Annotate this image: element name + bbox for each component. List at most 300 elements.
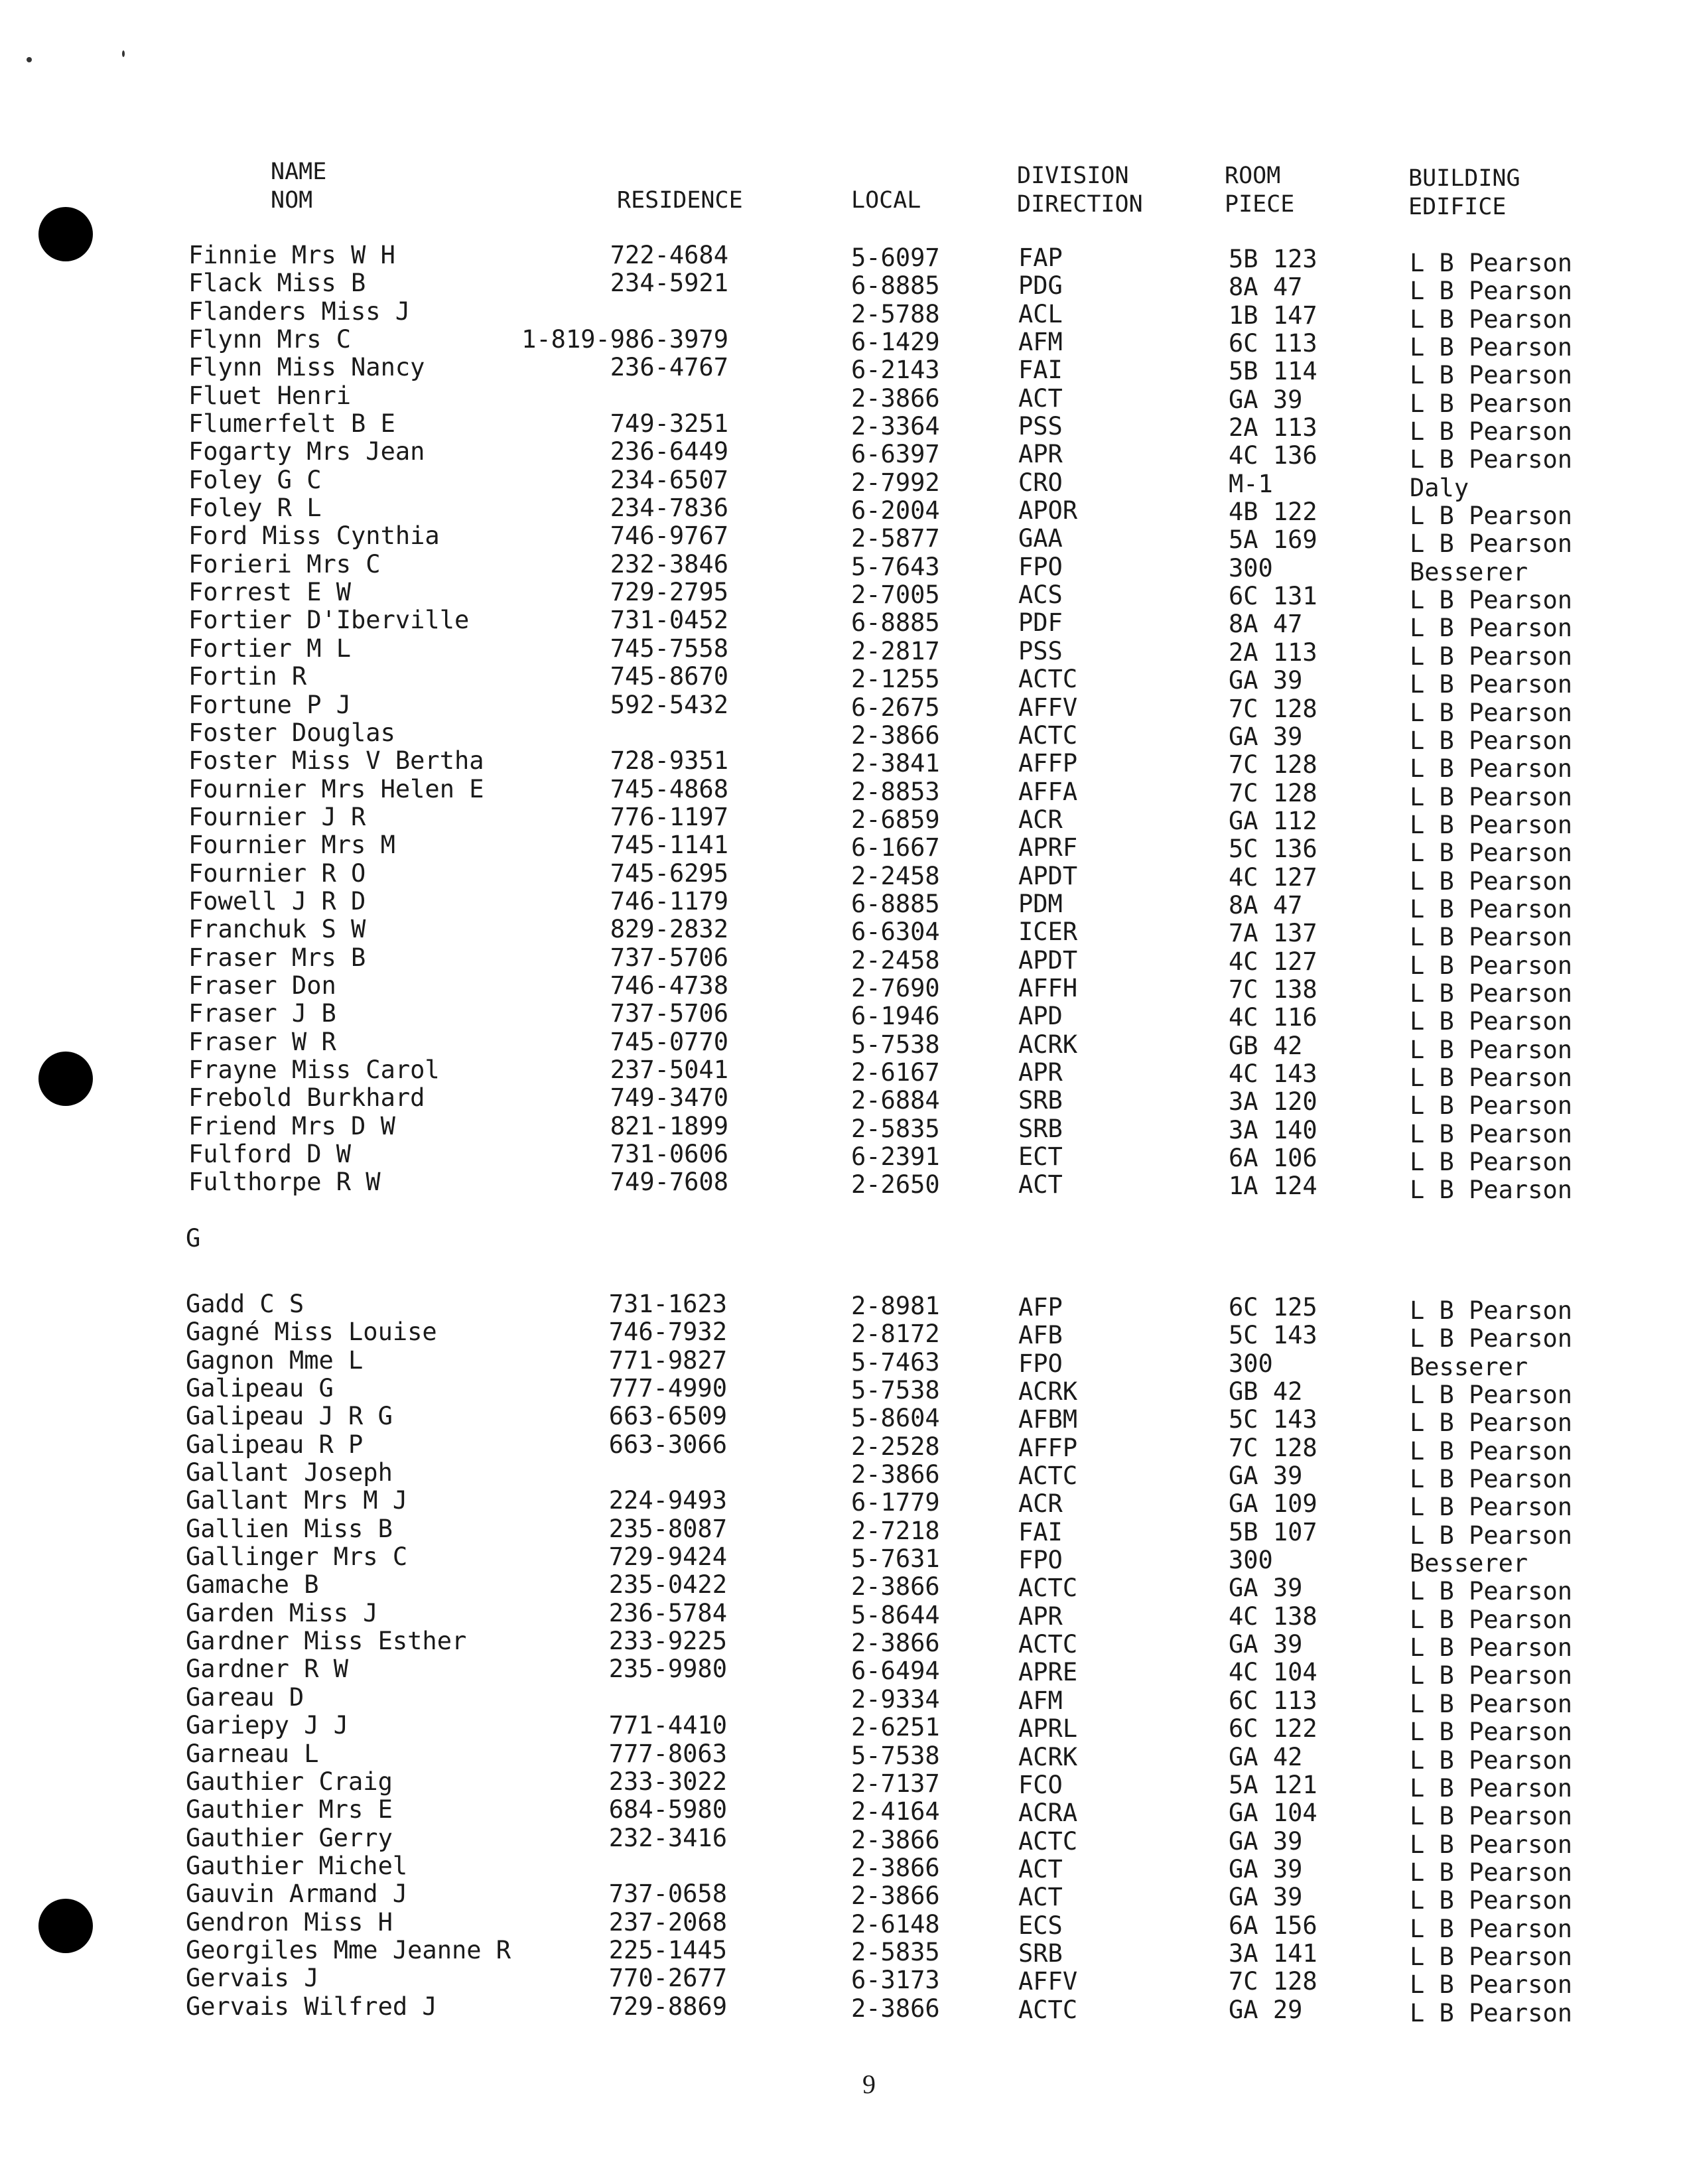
entry-residence — [521, 382, 728, 410]
entry-local: 2-7137 — [851, 1769, 940, 1798]
entry-residence: 225-1445 — [608, 1935, 727, 1964]
entry-name: Fournier J R — [188, 802, 366, 831]
binder-hole-middle — [38, 1052, 93, 1106]
entry-name: Fulford D W — [188, 1140, 352, 1168]
entry-name: Gagné Miss Louise — [186, 1318, 437, 1347]
entry-residence: 234-6507 — [610, 465, 728, 494]
entry-local: 5-8604 — [851, 1404, 940, 1433]
f-building-column — [1410, 249, 1572, 1205]
entry-division: ACTC — [1018, 1462, 1078, 1491]
entry-room: 6A 106 — [1229, 1144, 1317, 1172]
entry-residence: 745-6295 — [610, 858, 728, 888]
entry-name: Gervais Wilfred J — [186, 1992, 437, 2021]
g-building-column — [1410, 1297, 1572, 2027]
entry-division: APR — [1018, 1602, 1063, 1631]
scan-speck — [27, 57, 32, 62]
entry-room: GA 39 — [1229, 1574, 1303, 1603]
entry-local: 6-8885 — [851, 608, 940, 638]
entry-division: APRF — [1018, 833, 1078, 862]
entry-room: 4C 127 — [1229, 862, 1317, 892]
entry-local: 5-7631 — [851, 1544, 940, 1574]
g-name-column — [186, 1290, 511, 2021]
entry-local: 2-4164 — [851, 1797, 940, 1826]
entry-local: 2-3364 — [851, 412, 940, 441]
header-residence — [617, 186, 743, 215]
entry-local: 2-6884 — [851, 1086, 940, 1115]
entry-name: Fluet Henri — [188, 381, 352, 410]
entry-division: FPO — [1018, 552, 1063, 581]
entry-building: L B Pearson — [1410, 1465, 1573, 1494]
entry-division: AFFH — [1018, 973, 1078, 1002]
entry-local: 2-7690 — [851, 973, 940, 1002]
entry-name: Georgiles Mme Jeanne R — [186, 1935, 511, 1964]
entry-building: L B Pearson — [1410, 1718, 1573, 1747]
entry-name: Fraser Don — [188, 971, 336, 1000]
entry-building: L B Pearson — [1410, 951, 1573, 980]
entry-division: FAI — [1018, 356, 1063, 385]
entry-room: GA 39 — [1229, 1883, 1303, 1912]
entry-name: Frayne Miss Carol — [188, 1055, 440, 1084]
header-building-en: BUILDING — [1408, 165, 1520, 192]
entry-building: L B Pearson — [1410, 670, 1573, 699]
entry-building: L B Pearson — [1410, 389, 1573, 418]
entry-division: APDT — [1018, 861, 1078, 890]
entry-room: GA 109 — [1229, 1489, 1317, 1519]
entry-residence — [609, 1459, 727, 1487]
entry-room: 7C 128 — [1229, 1967, 1317, 1996]
entry-residence — [521, 719, 728, 747]
entry-residence: 746-4738 — [610, 971, 728, 1000]
entry-local: 2-2817 — [851, 636, 940, 665]
entry-building: L B Pearson — [1410, 782, 1573, 811]
entry-division: APR — [1018, 1058, 1063, 1087]
entry-local: 2-7992 — [851, 468, 940, 497]
entry-residence — [609, 1684, 727, 1712]
entry-name: Gariepy J J — [186, 1711, 349, 1740]
entry-local: 2-1255 — [851, 665, 940, 694]
entry-residence: 749-3251 — [610, 409, 728, 439]
entry-local: 2-3866 — [851, 1460, 940, 1489]
entry-division: AFFV — [1018, 1967, 1078, 1996]
entry-room: GA 104 — [1229, 1799, 1317, 1828]
entry-residence: 232-3846 — [610, 549, 728, 579]
entry-residence: 746-1179 — [610, 886, 728, 916]
entry-division: APRE — [1018, 1658, 1078, 1687]
entry-residence: 777-4990 — [608, 1374, 727, 1403]
header-division-en: DIVISION — [1017, 163, 1129, 189]
entry-building: L B Pearson — [1410, 1942, 1573, 1971]
entry-name: Flynn Miss Nancy — [188, 353, 425, 382]
entry-residence: 776-1197 — [610, 802, 728, 831]
entry-division: PDM — [1018, 889, 1063, 918]
entry-building: L B Pearson — [1410, 1063, 1573, 1092]
entry-building: L B Pearson — [1410, 979, 1573, 1008]
entry-local: 6-1946 — [851, 1002, 940, 1031]
entry-local: 2-3866 — [851, 720, 940, 750]
entry-building: L B Pearson — [1410, 642, 1573, 671]
entry-local: 5-7538 — [851, 1741, 940, 1770]
entry-local: 2-3866 — [851, 1853, 940, 1882]
entry-residence: 1-819-986-3979 — [521, 325, 728, 354]
entry-division: ECS — [1018, 1911, 1063, 1940]
entry-division: FAI — [1018, 1517, 1063, 1546]
entry-division: ACTC — [1018, 1574, 1078, 1603]
entry-room: GA 39 — [1229, 1826, 1303, 1856]
g-division-column — [1018, 1294, 1077, 2024]
entry-name: Fortier D'Iberville — [188, 606, 470, 635]
entry-residence: 745-7558 — [610, 634, 728, 663]
entry-building: L B Pearson — [1410, 1689, 1573, 1718]
entry-room: 8A 47 — [1229, 890, 1303, 920]
entry-building: L B Pearson — [1410, 1858, 1573, 1887]
entry-room: 5C 136 — [1229, 835, 1317, 864]
entry-local: 2-3841 — [851, 749, 940, 778]
entry-room: 7C 128 — [1229, 1433, 1317, 1462]
entry-local: 2-5788 — [851, 299, 940, 328]
entry-local: 2-7218 — [851, 1516, 940, 1545]
g-room-column — [1229, 1294, 1317, 2024]
entry-room: 6C 113 — [1229, 1686, 1317, 1715]
entry-name: Fournier Mrs Helen E — [188, 774, 484, 803]
f-name-column — [188, 241, 484, 1197]
entry-room: 6C 113 — [1229, 329, 1317, 358]
entry-residence: 745-0770 — [610, 1027, 728, 1056]
entry-building: L B Pearson — [1410, 586, 1573, 615]
entry-local: 2-9334 — [851, 1684, 940, 1714]
header-division-fr: DIRECTION — [1017, 191, 1143, 218]
entry-local: 2-8853 — [851, 777, 940, 806]
entry-local: 2-3866 — [851, 1825, 940, 1854]
entry-building: L B Pearson — [1410, 726, 1573, 755]
entry-local: 6-2391 — [851, 1142, 940, 1171]
entry-name: Fogarty Mrs Jean — [188, 437, 425, 466]
entry-local: 2-8172 — [851, 1320, 940, 1349]
entry-building: L B Pearson — [1410, 1802, 1573, 1831]
entry-division: APR — [1018, 440, 1063, 469]
entry-residence: 821-1899 — [610, 1111, 728, 1140]
entry-building: L B Pearson — [1410, 1605, 1573, 1634]
entry-building: L B Pearson — [1410, 1521, 1573, 1550]
entry-residence: 771-4410 — [608, 1711, 727, 1740]
entry-division: AFM — [1018, 1686, 1063, 1715]
entry-residence: 233-9225 — [608, 1627, 727, 1656]
entry-residence: 745-1141 — [610, 831, 728, 860]
entry-building: L B Pearson — [1410, 1886, 1573, 1915]
entry-building: L B Pearson — [1410, 305, 1573, 334]
entry-residence: 729-2795 — [610, 578, 728, 607]
entry-division: ACRA — [1018, 1799, 1078, 1828]
entry-name: Fortier M L — [188, 634, 352, 663]
entry-room: 5C 143 — [1229, 1405, 1317, 1434]
entry-name: Gallien Miss B — [186, 1514, 393, 1543]
entry-name: Forrest E W — [188, 578, 352, 607]
entry-building: L B Pearson — [1410, 810, 1573, 839]
entry-building: L B Pearson — [1410, 277, 1573, 306]
entry-division: FPO — [1018, 1546, 1063, 1575]
entry-building: L B Pearson — [1410, 333, 1573, 362]
entry-residence: 235-8087 — [608, 1514, 727, 1543]
entry-residence: 234-5921 — [610, 269, 728, 298]
entry-name: Gauvin Armand J — [186, 1879, 408, 1909]
entry-building: L B Pearson — [1410, 1324, 1573, 1353]
entry-room: 3A 120 — [1229, 1087, 1317, 1117]
entry-division: ACTC — [1018, 720, 1078, 750]
entry-local: 2-2458 — [851, 945, 940, 975]
entry-residence: 745-8670 — [610, 662, 728, 691]
entry-building: L B Pearson — [1410, 614, 1573, 643]
entry-building: L B Pearson — [1410, 502, 1573, 531]
entry-building: L B Pearson — [1410, 249, 1573, 277]
entry-name: Franchuk S W — [188, 915, 366, 944]
entry-local: 6-6397 — [851, 440, 940, 469]
entry-name: Foster Douglas — [188, 718, 395, 747]
entry-division: SRB — [1018, 1114, 1063, 1143]
entry-residence — [521, 298, 728, 326]
entry-local: 6-6494 — [851, 1657, 940, 1686]
entry-local: 2-6251 — [851, 1713, 940, 1742]
header-local — [851, 186, 921, 215]
entry-local: 6-1779 — [851, 1488, 940, 1517]
entry-residence: 592-5432 — [610, 690, 728, 719]
entry-name: Ford Miss Cynthia — [188, 521, 440, 551]
entry-room: 2A 113 — [1229, 413, 1317, 443]
entry-room: 2A 113 — [1229, 638, 1317, 667]
entry-name: Foley R L — [188, 494, 322, 523]
entry-residence: 770-2677 — [608, 1964, 727, 1993]
f-division-column — [1018, 244, 1077, 1199]
entry-name: Fowell J R D — [188, 886, 366, 916]
f-local-column — [851, 244, 940, 1199]
entry-local: 2-3866 — [851, 1629, 940, 1658]
entry-room: 4C 138 — [1229, 1602, 1317, 1631]
entry-room: GB 42 — [1229, 1377, 1303, 1406]
entry-local: 5-6097 — [851, 243, 940, 272]
entry-room: 7C 128 — [1229, 694, 1317, 723]
entry-local: 6-8885 — [851, 271, 940, 301]
entry-room: GA 39 — [1229, 1854, 1303, 1883]
entry-building: L B Pearson — [1410, 1830, 1573, 1859]
entry-division: ACR — [1018, 805, 1063, 834]
entry-local: 2-6167 — [851, 1058, 940, 1087]
entry-building: L B Pearson — [1410, 1176, 1573, 1205]
entry-division: GAA — [1018, 524, 1063, 553]
entry-division: AFFP — [1018, 749, 1078, 778]
entry-division: APOR — [1018, 496, 1078, 525]
entry-residence: 731-0452 — [610, 606, 728, 635]
entry-residence: 737-5706 — [610, 999, 728, 1028]
f-residence-column — [521, 241, 728, 1197]
entry-name: Flumerfelt B E — [188, 409, 395, 439]
entry-name: Galipeau J R G — [186, 1402, 393, 1431]
entry-room: 4C 136 — [1229, 441, 1317, 470]
entry-room: 7C 138 — [1229, 975, 1317, 1004]
entry-name: Gauthier Craig — [186, 1767, 393, 1796]
binder-hole-bottom — [38, 1899, 93, 1953]
entry-division: AFBM — [1018, 1405, 1078, 1434]
header-room-en: ROOM — [1225, 163, 1281, 189]
entry-division: ACTC — [1018, 1995, 1078, 2024]
entry-residence — [609, 1852, 727, 1880]
entry-local: 2-5835 — [851, 1114, 940, 1143]
entry-division: FAP — [1018, 243, 1063, 272]
entry-name: Gagnon Mme L — [186, 1345, 364, 1375]
entry-name: Flanders Miss J — [188, 297, 411, 326]
entry-division: ACL — [1018, 299, 1063, 328]
entry-building: Besserer — [1410, 1549, 1528, 1578]
entry-division: ACS — [1018, 580, 1063, 610]
entry-name: Fraser J B — [188, 999, 336, 1028]
entry-residence: 233-3022 — [608, 1767, 727, 1796]
entry-name: Fulthorpe R W — [188, 1168, 381, 1197]
entry-room: 5A 169 — [1229, 525, 1317, 555]
entry-residence: 771-9827 — [608, 1345, 727, 1375]
entry-room: GA 39 — [1229, 666, 1303, 695]
entry-residence: 236-5784 — [608, 1598, 727, 1627]
entry-residence: 731-1623 — [608, 1290, 727, 1318]
entry-residence: 737-0658 — [608, 1879, 727, 1909]
entry-room: 300 — [1229, 1349, 1273, 1378]
entry-local: 6-1429 — [851, 328, 940, 357]
entry-name: Foley G C — [188, 465, 322, 494]
entry-building: L B Pearson — [1410, 1035, 1573, 1064]
entry-local: 6-2004 — [851, 496, 940, 525]
entry-room: 6A 156 — [1229, 1911, 1317, 1940]
entry-local: 2-2528 — [851, 1432, 940, 1461]
entry-building: L B Pearson — [1410, 361, 1573, 390]
entry-division: AFFV — [1018, 693, 1078, 722]
entry-residence: 737-5706 — [610, 943, 728, 972]
entry-division: ACTC — [1018, 665, 1078, 694]
entry-room: GA 42 — [1229, 1742, 1303, 1771]
entry-residence: 746-9767 — [610, 521, 728, 551]
entry-local: 5-8644 — [851, 1600, 940, 1629]
entry-local: 2-5835 — [851, 1937, 940, 1966]
entry-local: 6-8885 — [851, 889, 940, 918]
entry-building: L B Pearson — [1410, 866, 1573, 896]
entry-local: 6-2143 — [851, 356, 940, 385]
entry-name: Fortune P J — [188, 690, 352, 719]
entry-division: ACRK — [1018, 1742, 1078, 1771]
scan-speck — [122, 50, 125, 57]
entry-residence: 236-4767 — [610, 353, 728, 382]
entry-name: Fraser W R — [188, 1027, 336, 1056]
entry-residence: 722-4684 — [610, 241, 728, 269]
entry-division: SRB — [1018, 1086, 1063, 1115]
entry-local: 6-6304 — [851, 918, 940, 947]
f-room-column — [1229, 245, 1317, 1201]
entry-division: FCO — [1018, 1770, 1063, 1799]
entry-local: 5-7643 — [851, 552, 940, 581]
entry-name: Flack Miss B — [188, 269, 366, 298]
entry-name: Frebold Burkhard — [188, 1083, 425, 1113]
entry-local: 2-3866 — [851, 1994, 940, 2023]
entry-division: ACRK — [1018, 1377, 1078, 1406]
entry-residence: 745-4868 — [610, 774, 728, 803]
entry-room: 300 — [1229, 553, 1273, 582]
entry-room: GA 39 — [1229, 1630, 1303, 1659]
entry-residence: 236-6449 — [610, 437, 728, 466]
entry-building: L B Pearson — [1410, 839, 1573, 868]
entry-room: 8A 47 — [1229, 273, 1303, 302]
g-local-column — [851, 1292, 940, 2023]
entry-room: 4C 127 — [1229, 947, 1317, 976]
entry-residence: 729-8869 — [608, 1992, 727, 2021]
entry-name: Fournier R O — [188, 858, 366, 888]
entry-room: 8A 47 — [1229, 610, 1303, 639]
entry-room: GB 42 — [1229, 1031, 1303, 1060]
entry-room: 300 — [1229, 1546, 1273, 1575]
entry-building: L B Pearson — [1410, 1091, 1573, 1121]
section-letter-g: G — [186, 1224, 201, 1253]
entry-division: PDF — [1018, 608, 1063, 638]
entry-name: Gallinger Mrs C — [186, 1542, 408, 1572]
entry-residence: 232-3416 — [608, 1823, 727, 1852]
header-name-en: NAME — [271, 159, 327, 185]
entry-local: 5-7463 — [851, 1347, 940, 1377]
entry-name: Gardner Miss Esther — [186, 1627, 467, 1656]
entry-name: Gendron Miss H — [186, 1907, 393, 1937]
entry-division: ACTC — [1018, 1826, 1078, 1856]
entry-room: 4C 116 — [1229, 1003, 1317, 1032]
entry-room: 1B 147 — [1229, 301, 1317, 330]
entry-room: 3A 141 — [1229, 1939, 1317, 1968]
entry-room: M-1 — [1229, 469, 1273, 498]
entry-building: L B Pearson — [1410, 1119, 1573, 1148]
entry-name: Finnie Mrs W H — [188, 241, 395, 269]
entry-residence: 749-7608 — [610, 1168, 728, 1197]
header-residence-label: RESIDENCE — [617, 187, 743, 214]
entry-local: 2-3866 — [851, 1881, 940, 1911]
entry-room: 6C 125 — [1229, 1293, 1317, 1322]
entry-name: Gardner R W — [186, 1655, 349, 1684]
entry-residence: 235-9980 — [608, 1655, 727, 1684]
entry-building: L B Pearson — [1410, 1577, 1573, 1606]
entry-name: Garden Miss J — [186, 1598, 378, 1627]
entry-room: 4C 143 — [1229, 1059, 1317, 1088]
entry-division: APDT — [1018, 945, 1078, 975]
entry-room: 1A 124 — [1229, 1172, 1317, 1201]
entry-division: AFFA — [1018, 777, 1078, 806]
entry-local: 2-6148 — [851, 1909, 940, 1939]
entry-building: L B Pearson — [1410, 754, 1573, 784]
entry-building: L B Pearson — [1410, 1633, 1573, 1663]
entry-room: 3A 140 — [1229, 1115, 1317, 1144]
entry-division: ACT — [1018, 383, 1063, 413]
entry-division: ECT — [1018, 1142, 1063, 1171]
entry-name: Fortin R — [188, 662, 307, 691]
header-room — [1225, 162, 1294, 219]
entry-local: 2-7005 — [851, 580, 940, 610]
entry-name: Gauthier Gerry — [186, 1823, 393, 1852]
entry-building: Besserer — [1410, 1352, 1528, 1381]
entry-division: ACT — [1018, 1883, 1063, 1912]
entry-residence: 663-6509 — [608, 1402, 727, 1431]
entry-building: L B Pearson — [1410, 1296, 1573, 1325]
binder-hole-top — [38, 207, 93, 261]
entry-building: L B Pearson — [1410, 445, 1573, 474]
entry-room: 5C 143 — [1229, 1321, 1317, 1350]
entry-name: Gamache B — [186, 1570, 319, 1600]
entry-division: ACT — [1018, 1170, 1063, 1199]
entry-division: ACT — [1018, 1854, 1063, 1883]
entry-local: 2-3866 — [851, 1572, 940, 1602]
entry-division: APRL — [1018, 1714, 1078, 1743]
entry-building: Daly — [1410, 473, 1469, 502]
entry-local: 2-2458 — [851, 861, 940, 890]
entry-name: Forieri Mrs C — [188, 549, 381, 579]
entry-building: L B Pearson — [1410, 1493, 1573, 1522]
entry-name: Galipeau G — [186, 1374, 334, 1403]
